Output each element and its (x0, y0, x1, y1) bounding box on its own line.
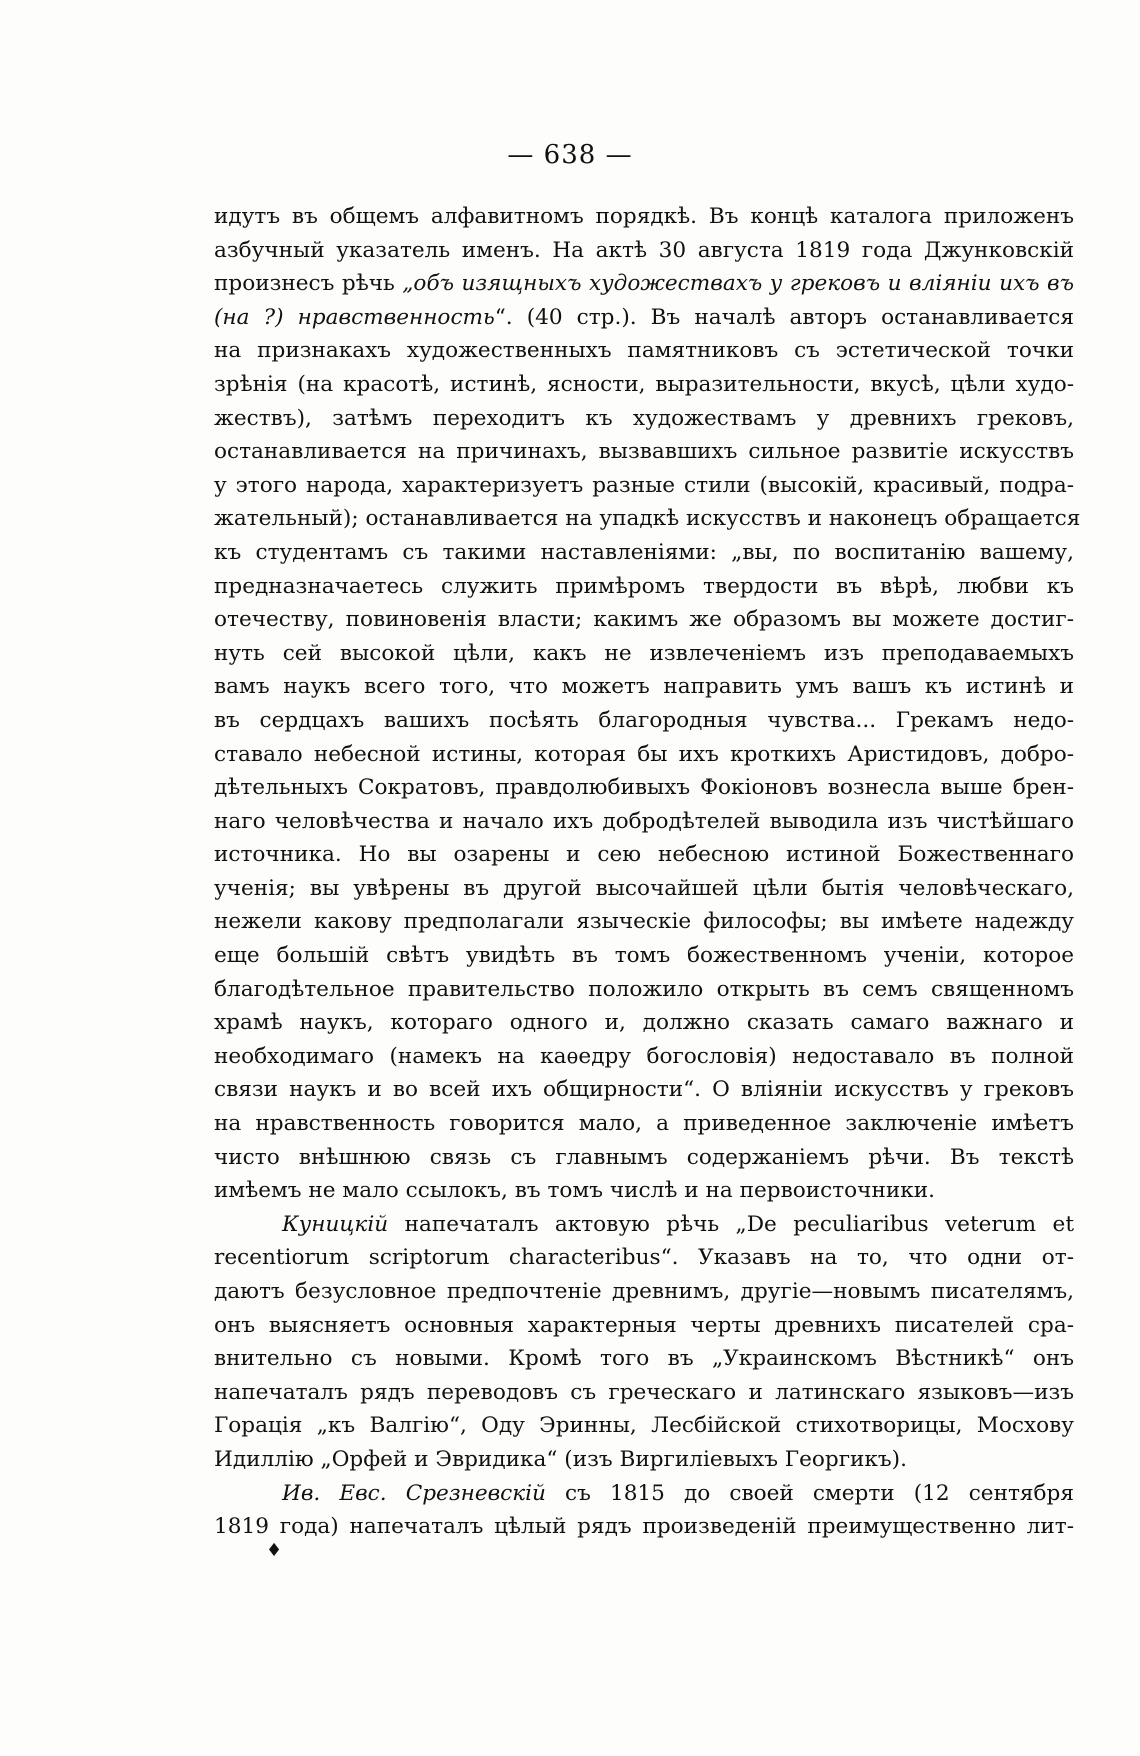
text-line (214, 1073, 1074, 1107)
text-line (214, 469, 1074, 503)
line-text: еще большій свѣтъ увидѣть въ томъ божественномъ ученіи, которое (214, 943, 1074, 969)
text-line (214, 435, 1074, 469)
line-text: дѣтельныхъ Сократовъ, правдолюбивыхъ Фокіоновъ вознесла выше брен- (214, 775, 1074, 801)
text-line (214, 200, 1074, 234)
line-text: ставало небесной истины, которая бы ихъ кроткихъ Аристидовъ, добро- (214, 741, 1074, 767)
line-text: отечеству, повиновенія власти; какимъ же образомъ вы можете достиг- (214, 607, 1074, 633)
text-line (214, 267, 1074, 301)
text-line (214, 738, 1074, 772)
italic-text: (на ?) нравственность (214, 304, 495, 330)
text-line (214, 1309, 1074, 1343)
text-line (214, 637, 1074, 671)
line-text: жествъ), затѣмъ переходитъ къ художествамъ у древнихъ грековъ, (214, 405, 1074, 431)
line-text: напечаталъ рядъ переводовъ съ греческаго и латинскаго языковъ—изъ (214, 1379, 1074, 1405)
line-text: на признакахъ художественныхъ памятниковъ съ эстетической точки (214, 338, 1074, 364)
line-text: азбучный указатель именъ. На актѣ 30 августа 1819 года Джунковскій (214, 237, 1074, 263)
line-text: ученія; вы увѣрены въ другой высочайшей цѣли бытія человѣческаго, (214, 875, 1074, 901)
line-text: чисто внѣшнюю связь съ главнымъ содержаніемъ рѣчи. Въ текстѣ (214, 1144, 1074, 1170)
line-text: на нравственность говорится мало, а приведенное заключеніе имѣетъ (214, 1111, 1074, 1137)
line-text: Горація „къ Валгію“, Оду Эринны, Лесбійской стихотворицы, Мосхову (214, 1413, 1074, 1439)
text-line (214, 603, 1074, 637)
text-line (214, 536, 1074, 570)
text-line (214, 334, 1074, 368)
line-text: Идиллію „Орфей и Эвридика“ (изъ Виргиліевыхъ Георгикъ). (214, 1446, 907, 1472)
line-text: нежели какову предполагали языческіе философы; вы имѣете надежду (214, 909, 1074, 935)
body-text (214, 200, 1081, 1544)
line-text: внительно съ новыми. Кромѣ того въ „Украинскомъ Вѣстникѣ“ онъ (214, 1346, 1074, 1372)
text-line (214, 1141, 1074, 1175)
line-text: связи наукъ и во всей ихъ общирности“. О вліяніи искусствъ у грековъ (214, 1077, 1074, 1103)
line-text: предназначаетесь служить примѣромъ твердости въ вѣрѣ, любви къ (214, 573, 1074, 599)
text-line (214, 1241, 1074, 1275)
line-text: 1819 года) напечаталъ цѣлый рядъ произведеній преимущественно лит- (214, 1514, 1074, 1540)
text-line (214, 402, 1074, 436)
text-line (214, 1174, 1074, 1208)
line-text: онъ выясняетъ основныя характерныя черты древнихъ писателей сра- (214, 1312, 1074, 1338)
text-line (214, 1006, 1074, 1040)
text-line (214, 1443, 1074, 1477)
line-text: имѣемъ не мало ссылокъ, въ томъ числѣ и на первоисточники. (214, 1178, 935, 1204)
text-line (214, 771, 1074, 805)
line-text: даютъ безусловное предпочтеніе древнимъ, другіе—новымъ писателямъ, (214, 1279, 1074, 1304)
text-line (214, 502, 1081, 536)
text-line (214, 1376, 1074, 1410)
page-number: — 638 — (507, 140, 633, 170)
text-line (214, 939, 1074, 973)
line-text: у этого народа, характеризуетъ разные стили (высокій, красивый, подра- (214, 472, 1074, 498)
italic-text: „объ изящныхъ художествахъ у грековъ и вліяніи ихъ въ (402, 271, 1074, 297)
text-line (214, 805, 1074, 839)
line-text: источника. Но вы озарены и сею небесною истиной Божественнаго (214, 842, 1074, 868)
line-text: благодѣтельное правительство положило открыть въ семъ священномъ (214, 976, 1074, 1002)
text-line (214, 838, 1074, 872)
text-line (214, 670, 1074, 704)
line-text: нуть сей высокой цѣли, какъ не извлеченіемъ изъ преподаваемыхъ (214, 640, 1074, 666)
line-text: съ 1815 до своей смерти (12 сентября (545, 1480, 1074, 1506)
text-line (214, 1208, 1074, 1242)
line-text: зрѣнія (на красотѣ, истинѣ, ясности, выразительности, вкусѣ, цѣли худо- (214, 371, 1074, 397)
text-line (214, 368, 1074, 402)
line-text: наго человѣчества и начало ихъ добродѣтелей выводила изъ чистѣйшаго (214, 808, 1074, 834)
text-line (214, 704, 1074, 738)
line-text: recentiorum scriptorum characteribus“. Указавъ на то, что одни от- (214, 1245, 1074, 1271)
ink-mark: ♦ (266, 1540, 283, 1561)
text-line (214, 1409, 1074, 1443)
line-text: идутъ въ общемъ алфавитномъ порядкѣ. Въ концѣ каталога приложенъ (214, 204, 1074, 229)
line-text: напечаталъ актовую рѣчь „De peculiaribus veterum et (388, 1211, 1074, 1237)
text-line (214, 1510, 1074, 1544)
text-line (214, 234, 1074, 268)
line-text: вамъ наукъ всего того, что можетъ направить умъ вашъ къ истинѣ и (214, 674, 1074, 700)
text-line (214, 301, 1074, 335)
text-line (214, 905, 1074, 939)
line-text: останавливается на причинахъ, вызвавшихъ сильное развитіе искусствъ (214, 439, 1074, 465)
text-line (214, 1342, 1074, 1376)
text-line (214, 872, 1074, 906)
text-line (214, 1040, 1074, 1074)
line-text: необходимаго (намекъ на каѳедру богословія) недоставало въ полной (214, 1043, 1074, 1069)
line-text: произнесъ рѣчь (214, 271, 403, 297)
italic-text: Ив. Евс. Срезневскій (282, 1480, 546, 1506)
text-line (214, 973, 1074, 1007)
line-text: къ студентамъ съ такими наставленіями: „вы, по воспитанію вашему, (214, 539, 1074, 565)
text-line (214, 1107, 1074, 1141)
text-line (214, 570, 1074, 604)
text-line (214, 1275, 1074, 1309)
text-line (214, 1477, 1074, 1511)
italic-text: Куницкій (282, 1211, 389, 1237)
line-text: въ сердцахъ вашихъ посѣять благородныя чувства... Грекамъ недо- (214, 707, 1074, 733)
line-text: храмѣ наукъ, котораго одного и, должно сказать самаго важнаго и (214, 1010, 1074, 1036)
line-text: жательный); останавливается на упадкѣ искусствъ и наконецъ обращается (214, 506, 1081, 532)
line-text: “. (40 стр.). Въ началѣ авторъ останавливается (494, 304, 1074, 330)
